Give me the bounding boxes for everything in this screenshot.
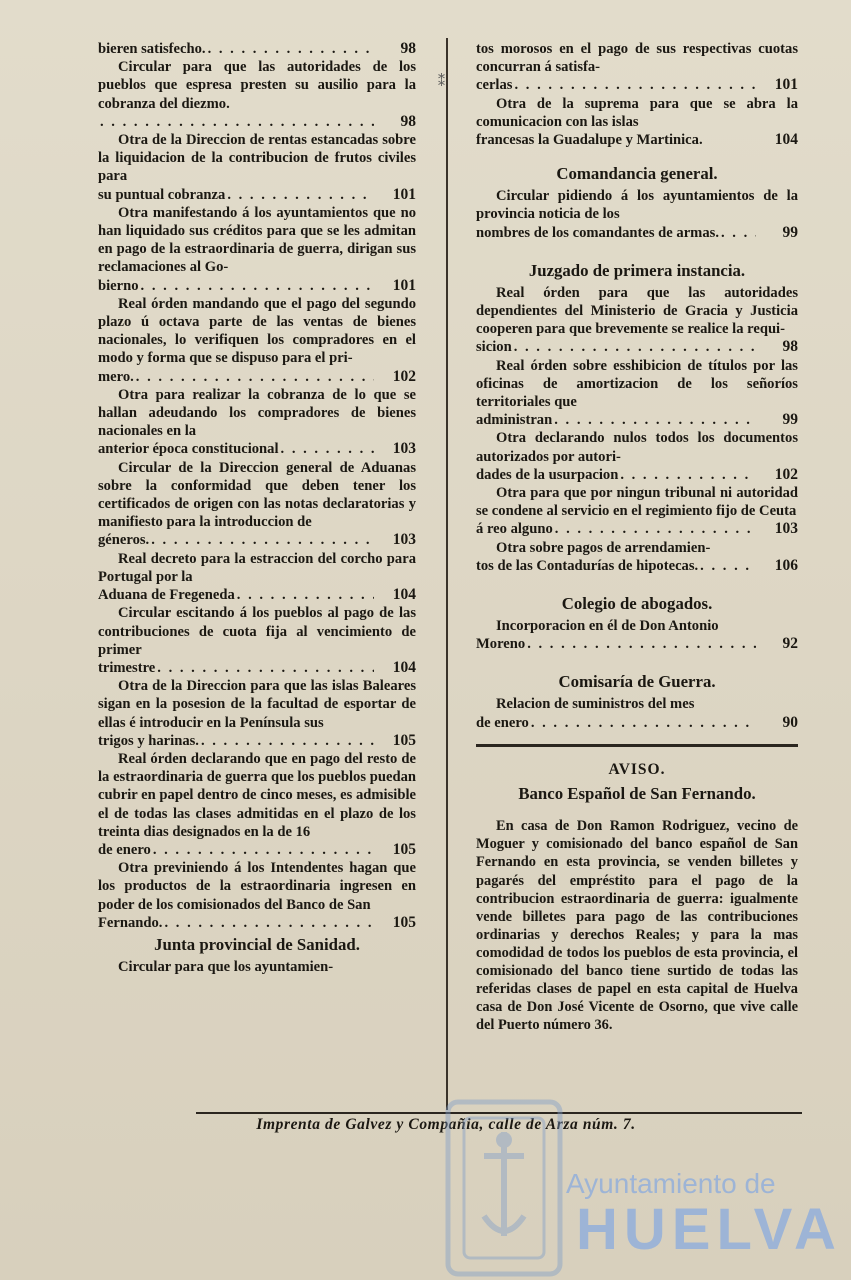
entry-text: Real órden declarando que en pago del resto de la estraordinaria de guerra que los pueblos puedan cubrir en papel dentro de cinco meses, es admisible el de todas las clases admitidas en el plazo de los treinta dias designados en la de 16 [98,750,416,840]
page-number: 105 [392,731,416,749]
entry-last-line: nombres de los comandantes de armas. [476,224,719,241]
entry-last-line: de enero [98,841,151,858]
page-number: 103 [774,520,798,538]
entry-text: Real decreto para la estraccion del corcho para Portugal por la [98,550,416,585]
entry-last-line: mero. [98,368,134,385]
leader-dots [136,368,374,386]
page-number: 101 [392,276,416,294]
leader-dots [514,76,756,94]
index-entry [476,95,798,150]
entry-last-line: anterior época constitucional [98,441,279,458]
page-number: 102 [774,465,798,483]
page-number: 98 [782,338,798,356]
page-number: 104 [392,586,416,604]
index-entry [476,484,798,539]
entry-last-line: bierno [98,277,139,294]
entry-last-line: á reo alguno [476,521,553,538]
page-number: 101 [392,185,416,203]
page-number: 103 [392,440,416,458]
page-number: 104 [774,131,798,149]
page-number: 105 [392,913,416,931]
page-number: 104 [392,658,416,676]
index-entry [98,859,416,932]
entry-last-line: sicion [476,339,512,356]
leader-dots [227,186,374,204]
leader-dots [164,914,374,932]
entry-text: Otra para que por ningun tribunal ni autoridad se condene al servicio en el regimiento fijo de Ceuta [476,485,798,520]
entry-text: Relacion de suministros del mes [496,696,695,713]
index-entry [476,617,798,653]
entry-text: Otra sobre pagos de arrendamien- [496,539,711,556]
entry-last-line: de enero [476,714,529,731]
leader-dots [700,557,756,575]
page-number: 101 [774,76,798,94]
page-number: 99 [782,223,798,241]
entry-text: Otra de la Direccion de rentas estancadas sobre la liquidacion de la contribucion de frutos civiles para [98,132,416,185]
section-heading: Juzgado de primera instancia. [528,260,746,280]
leader-dots [151,531,374,549]
entry-text: Real órden mandando que el pago del segundo plazo ú octava parte de las ventas de bienes nacionales, lo verifiquen los compradores en el modo y forma que se dispuso para el pri- [98,295,416,367]
section-heading: Colegio de abogados. [561,594,713,614]
leader-dots [237,586,374,604]
index-entry [98,677,416,750]
entry-text: Otra de la Direccion para que las islas Baleares sigan en la posesion de la facultad de esportar de ellas é introducir en la Península sus [98,678,416,731]
left-column [98,40,416,976]
column-divider [446,38,448,1110]
entry-last-line: administran [476,412,553,429]
index-entry [476,695,798,731]
leader-dots [527,635,756,653]
index-entry [98,40,416,58]
index-entry [476,187,798,242]
aviso-title: AVISO. [608,760,666,778]
section-heading: Junta provincial de Sanidad. [154,934,360,954]
entry-text: Circular para que los ayuntamien- [118,958,334,975]
index-entry [98,386,416,459]
index-entry [476,429,798,484]
leader-dots [531,714,756,732]
imprint-line: Imprenta de Galvez y Compañia, calle de Arza núm. 7. [256,1116,636,1133]
index-entry [98,295,416,386]
entry-last-line: Moreno [476,636,526,653]
leader-dots [100,113,374,131]
page-number: 105 [392,840,416,858]
entry-last-line: trimestre [98,659,156,676]
leader-dots [153,841,374,859]
index-entry [476,539,798,575]
page-number: 106 [774,556,798,574]
leader-dots [141,277,374,295]
index-entry [98,131,416,204]
leader-dots [201,732,374,750]
page-number: 90 [782,713,798,731]
page-number: 98 [400,112,416,130]
entry-text: Circular escitando á los pueblos al pago de las contribuciones de cuota fija al vencimiento de primer [98,605,416,658]
section-heading: Comandancia general. [556,164,718,184]
index-entry [476,357,798,430]
leader-dots [620,466,756,484]
entry-text: Incorporacion en él de Don Antonio [496,618,719,635]
page-number: 102 [392,367,416,385]
index-entry [476,284,798,357]
entry-last-line: bieren satisfecho. [98,41,206,57]
entry-last-line: géneros. [98,532,150,549]
aviso-notice [476,761,798,1035]
leader-dots [555,520,756,538]
section-heading: Comisaría de Guerra. [558,672,716,692]
entry-last-line: Aduana de Fregeneda [98,587,235,604]
aviso-subtitle: Banco Español de San Fernando. [518,784,756,804]
entry-last-line: Fernando. [98,914,163,931]
entry-last-line: francesas la Guadalupe y Martinica. [476,132,703,149]
leader-dots [157,659,374,677]
entry-text: Circular pidiendo á los ayuntamientos de la provincia noticia de los [476,188,798,223]
entry-text: Otra de la suprema para que se abra la comunicacion con las islas [476,95,798,130]
leader-dots [721,224,756,242]
entry-last-line: su puntual cobranza [98,186,226,203]
index-entry [476,40,798,95]
leader-dots [208,40,374,58]
page-number: 99 [782,411,798,429]
entry-text: Circular de la Direccion general de Aduanas sobre la conformidad que deben tener los certificados de origen con las notas declaratorias y manifiesto para la introduccion de [98,459,416,531]
leader-dots [514,338,756,356]
aviso-body: En casa de Don Ramon Rodriguez, vecino de Moguer y comisionado del banco español de San Fernando en esta provincia, se venden billetes y pagarés del empréstito para el pago de la contribucion estraordinaria de guerra: igualmente vende billetes para pago de las contribuciones ordinarias y derechos Reales; y para la mas comodidad de todos los pueblos de esta provincia, el comisionado del banco tiene surtido de todas las referidas clases de papel en esta capital de Huelva casa de Don José Vicente de Osorno, que vive calle del Puerto número 36. [476,818,798,1034]
section-divider [476,744,798,747]
watermark-text: Ayuntamiento de [566,1168,776,1199]
entry-text: Otra previniendo á los Intendentes hagan que los productos de la estraordinaria ingresen en poder de los comisionados del Banco de San [98,860,416,913]
entry-text: Real órden sobre esshibicion de títulos por las oficinas de amortizacion de los señoríos territoriales que [476,357,798,411]
index-entry [98,550,416,605]
entry-text: Real órden para que las autoridades dependientes del Ministerio de Gracia y Justicia cooperen para que brevemente se realice la requi- [476,284,798,338]
index-entry [98,604,416,677]
entry-text: Circular para que las autoridades de los pueblos que espresa presten su ausilio para la cobranza del diezmo. [98,59,416,112]
page-number: 98 [400,40,416,57]
entry-text: Otra para realizar la cobranza de lo que se hallan adeudando los compradores de bienes nacionales en la [98,386,416,440]
entry-text: Otra manifestando á los ayuntamientos que no han liquidado sus créditos para que se les admitan en pago de la estraordinaria de guerra, dirigan sus reclamaciones al Go- [98,204,416,276]
leader-dots [554,411,756,429]
index-entry [98,750,416,859]
page-number: 103 [392,531,416,549]
leader-dots [281,440,374,458]
entry-last-line: trigos y harinas. [98,732,199,749]
index-entry [98,459,416,550]
index-entry [98,58,416,131]
entry-text: Otra declarando nulos todos los documentos autorizados por autori- [476,430,798,465]
watermark-text: HUELVA [576,1197,842,1262]
entry-last-line: tos de las Contadurías de hipotecas. [476,557,699,574]
entry-last-line: cerlas [476,77,513,94]
entry-text: tos morosos en el pago de sus respectivas cuotas concurran á satisfa- [476,41,798,76]
margin-mark: ⁑ [438,74,445,90]
right-column [476,40,798,1034]
index-entry [98,204,416,295]
imprint-rule [196,1112,802,1114]
entry-last-line: dades de la usurpacion [476,466,619,483]
page-number: 92 [782,635,798,653]
